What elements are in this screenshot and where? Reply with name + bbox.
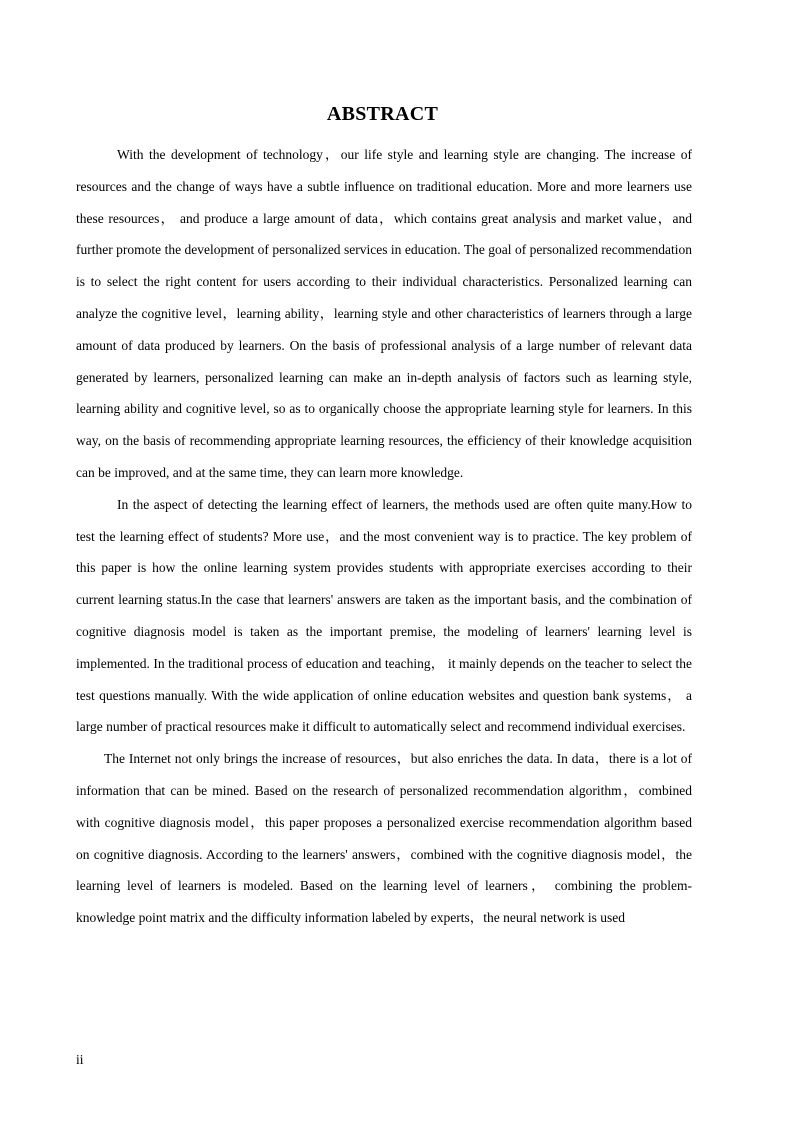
abstract-paragraph-1: With the development of technology，our life style and learning style are changing. The increase of resources and the change of ways have a subtle influence on traditional education. More and more learners use these resources， and produce a large amount of data，which contains great analysis and market value，and further promote the development of personalized services in education. The goal of personalized recommendation is to select the right content for users according to their individual characteristics. Personalized learning can analyze the cognitive level，learning ability，learning style and other characteristics of learners through a large amount of data produced by learners. On the basis of professional analysis of a large number of relevant data generated by learners, personalized learning can make an in-depth analysis of factors such as learning style, learning ability and cognitive level, so as to organically choose the appropriate learning style for learners. In this way, on the basis of recommending appropriate learning resources, the efficiency of their knowledge acquisition can be improved, and at the same time, they can learn more knowledge. (76, 147, 692, 480)
page-number: ii (76, 1052, 84, 1067)
abstract-paragraph-2: In the aspect of detecting the learning effect of learners, the methods used are often quite many.How to test the learning effect of students? More use，and the most convenient way is to practice. The key problem of this paper is how the online learning system provides students with appropriate exercises according to their current learning status.In the case that learners' answers are taken as the important basis, and the combination of cognitive diagnosis model is taken as the important premise, the modeling of learners' learning level is implemented. In the traditional process of education and teaching， it mainly depends on the teacher to select the test questions manually. With the wide application of online education websites and question bank systems， a large number of practical resources make it difficult to automatically select and recommend individual exercises. (76, 496, 692, 735)
abstract-paragraph-3: The Internet not only brings the increase of resources，but also enriches the data. In data，there is a lot of information that can be mined. Based on the research of personalized recommendation algorithm，combined with cognitive diagnosis model，this paper proposes a personalized exercise recommendation algorithm based on cognitive diagnosis. According to the learners' answers，combined with the cognitive diagnosis model，the learning level of learners is modeled. Based on the learning level of learners， combining the problem-knowledge point matrix and the difficulty information labeled by experts，the neural network is used (76, 751, 692, 926)
abstract-body (76, 139, 692, 934)
page-title: ABSTRACT (326, 103, 439, 125)
